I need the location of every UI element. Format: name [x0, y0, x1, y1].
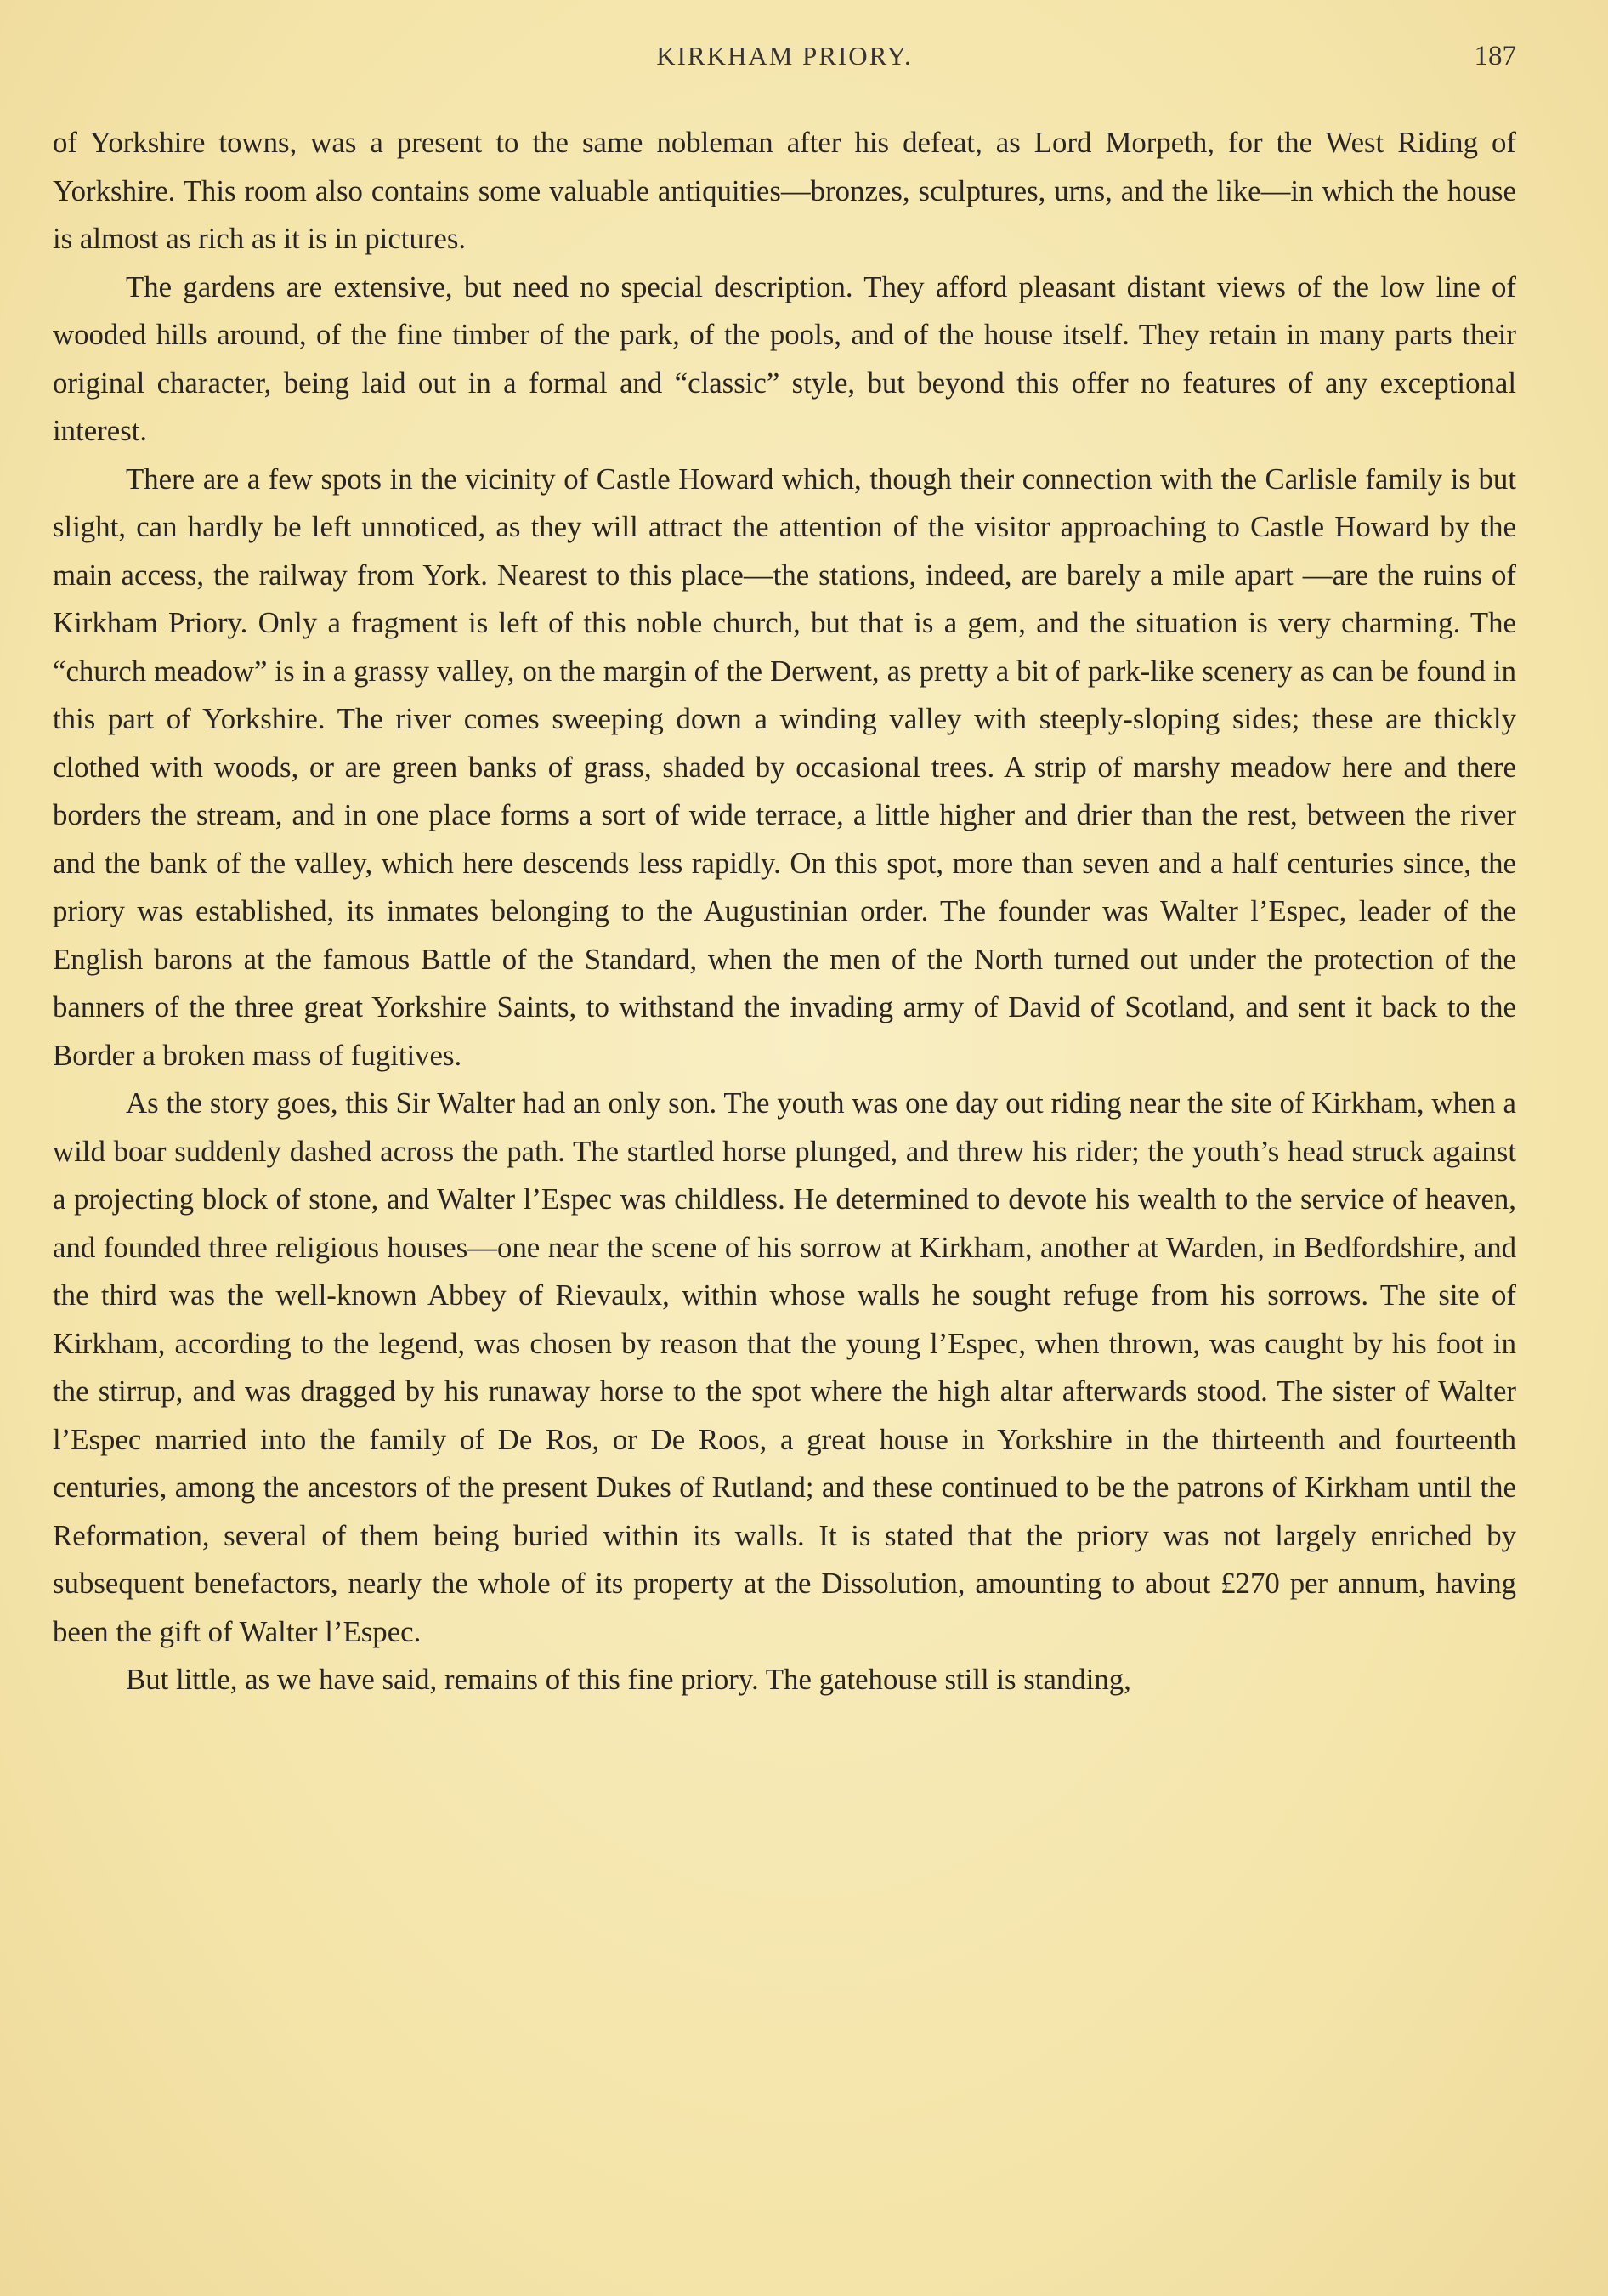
paragraph-gardens: The gardens are extensive, but need no special description. They afford pleasant distant views of the low line of wooded hills around, of the fine timber of the park, of the pools, and of the house itself. They retain in many parts their original character, being laid out in a formal and “classic” style, but beyond this offer no features of any exceptional interest. [53, 269, 1516, 447]
paragraph-kirkham-priory: There are a few spots in the vicinity of Castle Howard which, though their connection with the Carlisle family is but slight, can hardly be left unnoticed, as they will attract the attention of the visitor approaching to Castle Howard by the main access, the railway from York. Nearest to this place—the stations, indeed, are barely a mile apart —are the ruins of Kirkham Priory. Only a fragment is left of this noble church, but that is a gem, and the situation is very charming. The “church meadow” is in a grassy valley, on the margin of the Derwent, as pretty a bit of park-like scenery as can be found in this part of Yorkshire. The river comes sweeping down a winding valley with steeply-sloping sides; these are thickly clothed with woods, or are green banks of grass, shaded by occasional trees. A strip of marshy meadow here and there borders the stream, and in one place forms a sort of wide terrace, a little higher and drier than the rest, between the river and the bank of the valley, which here descends less rapidly. On this spot, more than seven and a half centuries since, the priory was established, its inmates belonging to the Augustinian order. The founder was Walter l’Espec, leader of the English barons at the famous Battle of the Standard, when the men of the North turned out under the protection of the banners of the three great Yorkshire Saints, to withstand the invading army of David of Scotland, and sent it back to the Border a broken mass of fugitives. [53, 462, 1516, 1072]
running-title: KIRKHAM PRIORY. [656, 41, 913, 71]
paragraph-continued: of Yorkshire towns, was a present to the same nobleman after his defeat, as Lord Morpeth, for the West Riding of Yorkshire. This room also contains some valuable antiquities—bronzes, sculptures, urns, and the like—in which the house is almost as rich as it is in pictures. [53, 126, 1516, 255]
page-number: 187 [1474, 41, 1516, 71]
running-head [53, 41, 1516, 83]
book-page [53, 41, 1516, 2251]
body-text [53, 119, 1516, 1704]
paragraph-walter-lespec: As the story goes, this Sir Walter had an only son. The youth was one day out riding near the site of Kirkham, when a wild boar suddenly dashed across the path. The startled horse plunged, and threw his rider; the youth’s head struck against a projecting block of stone, and Walter l’Espec was childless. He determined to devote his wealth to the service of heaven, and founded three religious houses—one near the scene of his sorrow at Kirkham, another at Warden, in Bedfordshire, and the third was the well-known Abbey of Rievaulx, within whose walls he sought refuge from his sorrows. The site of Kirkham, according to the legend, was chosen by reason that the young l’Espec, when thrown, was caught by his foot in the stirrup, and was dragged by his runaway horse to the spot where the high altar afterwards stood. The sister of Walter l’Espec married into the family of De Ros, or De Roos, a great house in Yorkshire in the thirteenth and fourteenth centuries, among the ancestors of the present Dukes of Rutland; and these continued to be the patrons of Kirkham until the Reformation, several of them being buried within its walls. It is stated that the priory was not largely enriched by subsequent benefactors, nearly the whole of its property at the Dissolution, amounting to about £270 per annum, having been the gift of Walter l’Espec. [53, 1086, 1516, 1648]
paragraph-remains: But little, as we have said, remains of this fine priory. The gatehouse still is standing, [126, 1663, 1131, 1696]
